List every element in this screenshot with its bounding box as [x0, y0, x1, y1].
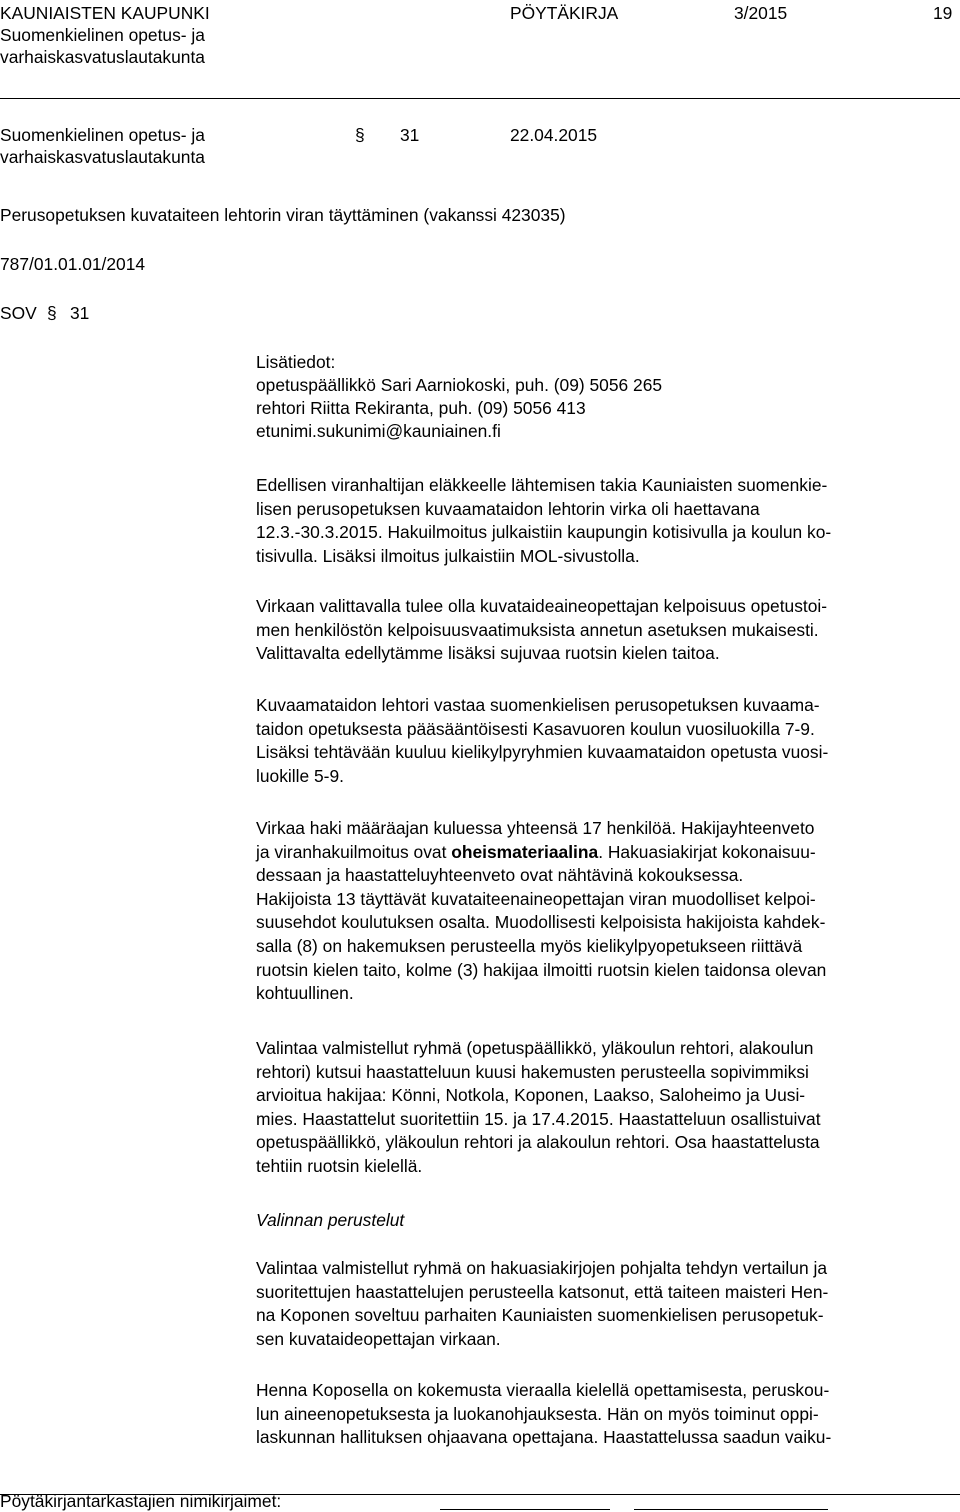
paragraph-duties	[256, 694, 956, 788]
paragraph-interviews	[256, 1037, 956, 1179]
sov-section-symbol: §	[47, 303, 57, 323]
text-segment: . Hakuasiakirjat kokonaisuu-	[598, 841, 816, 862]
meeting-board-line1: Suomenkielinen opetus- ja	[0, 125, 205, 145]
initials-line-1	[440, 1509, 610, 1510]
text-line: dessaan ja haastatteluyhteenveto ovat nähtävinä kokouksessa.	[256, 865, 744, 886]
text-line: Kuvaamataidon lehtori vastaa suomenkielisen perusopetuksen kuvaama-	[256, 695, 820, 715]
text-line: rehtori) kutsui haastatteluun kuusi hakemusten perusteella sopivimmiksi	[256, 1061, 809, 1082]
document-type: PÖYTÄKIRJA	[510, 3, 619, 23]
text-line: laskunnan hallituksen ohjaavana opettajana. Haastattelussa saadun vaiku-	[256, 1427, 832, 1448]
text-line: tisivulla. Lisäksi ilmoitus julkaistiin MOL-sivustolla.	[256, 545, 640, 566]
text-line: Valintaa valmistellut ryhmä on hakuasiakirjojen pohjalta tehdyn vertailun ja	[256, 1258, 827, 1278]
text-line: Valittavalta edellytämme lisäksi sujuvaa ruotsin kielen taitoa.	[256, 643, 720, 664]
text-line: mies. Haastattelut suoritettiin 15. ja 17.4.2015. Haastatteluun osallistuivat	[256, 1108, 821, 1129]
sov-number: 31	[70, 303, 90, 323]
info-contact-1: opetuspäällikkö Sari Aarniokoski, puh. (09) 5056 265	[256, 375, 663, 395]
document-number: 3/2015	[734, 3, 788, 23]
record-number: 787/01.01.01/2014	[0, 254, 146, 274]
info-email: etunimi.sukunimi@kauniainen.fi	[256, 421, 501, 441]
paragraph-qualifications	[256, 595, 956, 666]
board-name-line2: varhaiskasvatuslautakunta	[0, 47, 205, 67]
sov-label: SOV	[0, 303, 37, 323]
text-line: kohtuullinen.	[256, 983, 354, 1004]
text-line: Henna Koposella on kokemusta vieraalla kielellä opettamisesta, peruskou-	[256, 1380, 830, 1400]
text-line: suoritettujen haastattelujen perusteella katsonut, että taiteen maisteri Hen-	[256, 1281, 829, 1302]
text-line: sen kuvataideopettajan virkaan.	[256, 1328, 501, 1349]
section-symbol: §	[355, 125, 365, 145]
text-line: men henkilöstön kelpoisuusvaatimuksista annetun asetuksen mukaisesti.	[256, 619, 819, 640]
info-heading: Lisätiedot:	[256, 352, 336, 372]
text-line: taidon opetuksesta pääsääntöisesti Kasavuoren koulun vuosiluokilla 7-9.	[256, 718, 815, 739]
attachment-reference: oheismateriaalina	[451, 841, 599, 862]
text-line: arvioitua hakijaa: Könni, Notkola, Koponen, Laakso, Saloheimo ja Uusi-	[256, 1085, 806, 1106]
text-line: Edellisen viranhaltijan eläkkeelle lähtemisen takia Kauniaisten suomenkie-	[256, 475, 828, 495]
text-line: Lisäksi tehtävään kuuluu kielikylpyryhmien kuvaamataidon opetusta vuosi-	[256, 742, 829, 763]
initials-line-2	[634, 1509, 828, 1510]
info-contact-2: rehtori Riitta Rekiranta, puh. (09) 5056 413	[256, 398, 586, 418]
board-name-line1: Suomenkielinen opetus- ja	[0, 25, 205, 45]
text-line: opetuspäällikkö, yläkoulun rehtori ja alakoulun rehtori. Osa haastattelusta	[256, 1132, 820, 1153]
text-line	[256, 841, 956, 865]
initials-label-text: Pöytäkirjantarkastajien nimikirjaimet:	[0, 1491, 282, 1511]
initials-label	[0, 1490, 281, 1512]
text-segment: ja viranhakuilmoitus ovat	[256, 841, 452, 862]
text-line: lun aineenopetuksesta ja luokanohjauksesta. Hän on myös toiminut oppi-	[256, 1403, 819, 1424]
text-line: tehtiin ruotsin kielellä.	[256, 1155, 423, 1176]
paragraph-candidate-experience	[256, 1379, 956, 1450]
meeting-board-line2: varhaiskasvatuslautakunta	[0, 147, 205, 167]
meeting-date: 22.04.2015	[510, 125, 598, 145]
text-line: ruotsin kielen taito, kolme (3) hakijaa ilmoitti ruotsin kielen taidonsa olevan	[256, 959, 827, 980]
section-number: 31	[400, 125, 420, 145]
text-line: Valintaa valmistellut ryhmä (opetuspäällikkö, yläkoulun rehtori, alakoulun	[256, 1038, 814, 1058]
text-line: luokille 5-9.	[256, 765, 344, 786]
paragraph-selection	[256, 1257, 956, 1351]
text-line: 12.3.-30.3.2015. Hakuilmoitus julkaistiin kaupungin kotisivulla ja koulun ko-	[256, 522, 832, 543]
selection-rationale-heading: Valinnan perustelut	[256, 1210, 405, 1230]
text-line: suusehdot koulutuksen osalta. Muodollisesti kelpoisista hakijoista kahdek-	[256, 912, 826, 933]
paragraph-applicants	[256, 817, 956, 1006]
text-line: salla (8) on hakemuksen perusteella myös kielikylpyopetukseen riittävä	[256, 935, 803, 956]
text-line: lisen perusopetuksen kuvaamataidon lehtorin virka oli haettavana	[256, 498, 760, 519]
header-divider	[0, 98, 960, 99]
text-line: Virkaa haki määräajan kuluessa yhteensä 17 henkilöä. Hakijayhteenveto	[256, 818, 815, 838]
text-line: na Koponen soveltuu parhaiten Kauniaisten suomenkielisen perusopetuk-	[256, 1305, 824, 1326]
text-line: Hakijoista 13 täyttävät kuvataiteenaineopettajan viran muodolliset kelpoi-	[256, 888, 816, 909]
municipality-name: KAUNIAISTEN KAUPUNKI	[0, 3, 210, 23]
page-number: 19	[933, 3, 953, 23]
text-line: Virkaan valittavalla tulee olla kuvataideaineopettajan kelpoisuus opetustoi-	[256, 596, 828, 616]
paragraph-vacancy	[256, 474, 956, 568]
document-title: Perusopetuksen kuvataiteen lehtorin viran täyttäminen (vakanssi 423035)	[0, 205, 566, 225]
